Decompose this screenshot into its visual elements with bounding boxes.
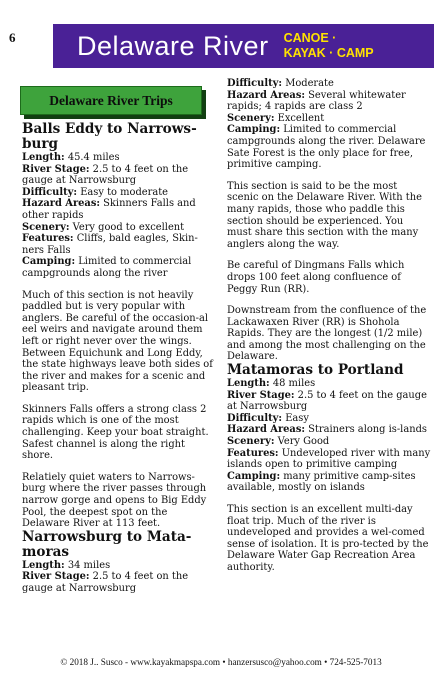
river-stage-label: River Stage: <box>22 163 90 175</box>
footer-credits: © 2018 J.. Susco - www.kayakmapspa.com • hanzersusco@yahoo.com • 724-525-7013 <box>60 657 382 667</box>
hazard-line <box>22 198 218 221</box>
scenery-label: Scenery: <box>22 221 70 233</box>
paragraph: Relatiely quiet waters to Narrows-burg where the river passes through narrow gorge and opens to Big Eddy Pool, the deepest spot on the Delaware River at 113 feet. <box>22 471 207 530</box>
camping-line <box>227 124 431 170</box>
difficulty-line <box>22 187 218 199</box>
scenery-line <box>22 222 218 234</box>
river-stage-label: River Stage: <box>227 389 295 401</box>
scenery-line <box>227 113 431 125</box>
section-title-narrowsburg: Narrowsburg to Mata-moras <box>22 528 192 560</box>
scenery-value: Very good to excellent <box>69 221 185 233</box>
length-value: 34 miles <box>64 559 111 571</box>
river-stage-value: 2.5 to 4 feet on the gauge at Narrowsburg <box>22 571 189 594</box>
scenery-label: Scenery: <box>227 436 275 448</box>
camping-label: Camping: <box>227 470 281 482</box>
camping-line <box>227 471 431 494</box>
trips-section-label: Delaware River Trips <box>20 86 202 115</box>
hazard-value: Strainers along is-lands <box>305 424 427 436</box>
paragraph: This section is an excellent multi-day float trip. Much of the river is undeveloped and provides a wel-comed sense of isolation. It is pro-tected by the Delaware Water Gap Recreation Area authority. <box>227 504 429 573</box>
length-label: Length: <box>22 152 65 163</box>
length-line <box>22 560 218 572</box>
scenery-value: Excellent <box>274 112 325 124</box>
hazard-value: Several whitewater rapids; 4 rapids are class 2 <box>227 89 406 113</box>
features-value: Undeveloped river with many islands open to primitive camping <box>227 447 431 471</box>
camping-label: Camping: <box>22 256 76 268</box>
river-stage-value: 2.5 to 4 feet on the gauge at Narrowsburg <box>22 163 189 187</box>
camping-line <box>22 256 218 279</box>
hazard-label: Hazard Areas: <box>227 89 306 101</box>
difficulty-value: Moderate <box>282 78 334 89</box>
features-label: Features: <box>22 233 74 245</box>
difficulty-value: Easy to moderate <box>77 186 169 198</box>
features-line <box>227 448 431 471</box>
banner-tag-line-2: KAYAK · CAMP <box>283 46 374 60</box>
difficulty-label: Difficulty: <box>227 78 283 89</box>
difficulty-label: Difficulty: <box>22 186 78 198</box>
river-stage-line <box>22 164 218 187</box>
hazard-label: Hazard Areas: <box>227 424 306 436</box>
river-stage-line <box>227 390 431 413</box>
section-title-matamoras: Matamoras to Portland <box>227 362 404 379</box>
features-label: Features: <box>227 447 279 459</box>
hazard-line <box>227 90 431 113</box>
length-line <box>227 378 431 390</box>
scenery-line <box>227 436 431 448</box>
page-number: 6 <box>9 30 16 45</box>
river-stage-line <box>22 571 218 594</box>
camping-value: Limited to commercial campgrounds along the river. Delaware Sate Forest is the only place for free, primitive camping. <box>227 124 426 171</box>
section-title-balls-eddy: Balls Eddy to Narrows-burg <box>22 121 197 152</box>
banner-tags <box>284 31 374 61</box>
camping-label: Camping: <box>227 124 281 136</box>
river-stage-label: River Stage: <box>22 571 90 583</box>
length-value: 45.4 miles <box>64 152 120 163</box>
features-line <box>22 233 218 256</box>
paragraph: Skinners Falls offers a strong class 2 rapids which is one of the most challenging. Keep your boat straight. Safest channel is along the right shore. <box>22 403 209 462</box>
camping-value: many primitive camp-sites available, mostly on islands <box>227 470 416 494</box>
length-label: Length: <box>227 378 270 390</box>
banner-title: Delaware River <box>77 30 269 61</box>
difficulty-line <box>227 78 431 90</box>
hazard-label: Hazard Areas: <box>22 198 101 210</box>
scenery-label: Scenery: <box>227 112 275 124</box>
hazard-line <box>227 424 431 436</box>
paragraph: This section is said to be the most scenic on the Delaware River. With the many rapids, those who paddle this section should be experienced. You must share this section with the many anglers along the way. <box>227 180 422 250</box>
camping-value: Limited to commercial campgrounds along the river <box>22 256 192 279</box>
hazard-value: Skinners Falls and other rapids <box>22 198 196 221</box>
banner-tag-line-1: CANOE · <box>283 31 337 45</box>
paragraph: Downstream from the confluence of the Lackawaxen River (RR) is Shohola Rapids. They are the longest (1/2 mile) and among the most challenging on the Delaware. <box>227 305 427 363</box>
difficulty-label: Difficulty: <box>227 412 283 424</box>
left-column <box>22 122 218 595</box>
right-column <box>227 78 431 574</box>
features-value: Cliffs, bald eagles, Skin-ners Falls <box>22 233 198 256</box>
length-label: Length: <box>22 559 65 571</box>
difficulty-line <box>227 413 431 425</box>
scenery-value: Very Good <box>274 436 330 448</box>
title-banner <box>53 24 434 68</box>
river-stage-value: 2.5 to 4 feet on the gauge at Narrowsburg <box>227 389 427 413</box>
difficulty-value: Easy <box>282 412 309 424</box>
length-line <box>22 152 218 164</box>
length-value: 48 miles <box>269 378 316 390</box>
paragraph: Be careful of Dingmans Falls which drops 100 feet along confluence of Peggy Run (RR). <box>227 260 405 295</box>
paragraph: Much of this section is not heavily paddled but is very popular with anglers. Be careful of the occasion-al eel weirs and navigate around them left or right never over the wings. Between Equichunk and Long Eddy, the state highways leave both sides of the river and makes for a scenic and pleasant trip. <box>22 289 213 394</box>
